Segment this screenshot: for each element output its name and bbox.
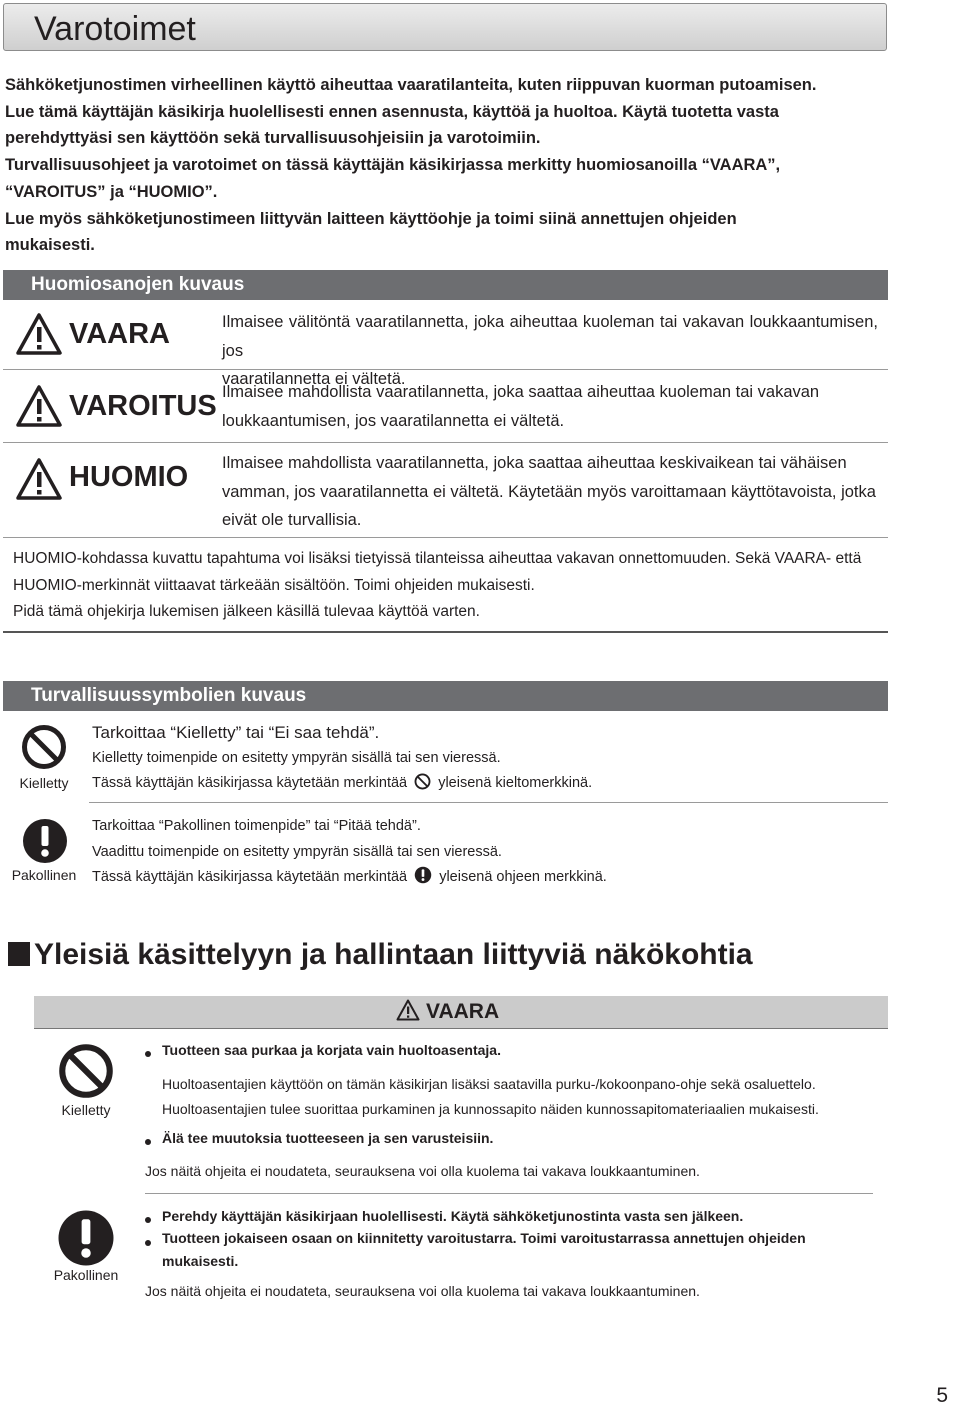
symbol-text-with-icon xyxy=(92,771,592,797)
bullet-icon xyxy=(145,1051,151,1057)
signal-word: VAROITUS xyxy=(69,390,217,422)
signal-word: HUOMIO xyxy=(69,461,189,493)
instruction-bold: Perehdy käyttäjän käsikirjaan huolellisesti. Käytä sähköketjunostinta vasta sen jälkeen. xyxy=(162,1208,744,1224)
bullet-icon xyxy=(145,1217,151,1223)
signal-row-huomio xyxy=(3,443,888,537)
warning-triangle-icon xyxy=(15,384,63,428)
symbol-row-mandatory xyxy=(3,803,888,893)
intro-line: Turvallisuusohjeet ja varotoimet on tässä käyttäjän käsikirjassa merkitty huomiosanoilla “VAARA”, xyxy=(5,156,781,175)
bullet-icon xyxy=(145,1139,151,1145)
desc-line: Ilmaisee mahdollista vaaratilannetta, joka saattaa aiheuttaa keskivaikean tai vähäisen xyxy=(222,454,847,472)
title-bar xyxy=(3,3,887,51)
desc-line: vamman, jos vaaratilannetta ei vältetä. Käytetään myös varoittamaan käyttötavoista, jotka xyxy=(222,482,876,501)
symbol-label: Pakollinen xyxy=(11,867,77,883)
symbol-label: Pakollinen xyxy=(53,1267,119,1283)
signal-row-varoitus xyxy=(3,370,888,442)
symbol-label: Kielletty xyxy=(61,1102,111,1118)
page-number: 5 xyxy=(936,1384,948,1407)
intro-line: perehdyttyäsi sen käyttöön sekä turvallisuusohjeisiin ja varotoimiin. xyxy=(5,129,541,148)
note-line: HUOMIO-merkinnät viittaavat tärkeään sisältöön. Toimi ohjeiden mukaisesti. xyxy=(13,576,535,594)
symbol-text: yleisenä kieltomerkkinä. xyxy=(438,775,593,791)
divider xyxy=(145,1193,873,1194)
instruction-text: Jos näitä ohjeita ei noudateta, seurauksena voi olla kuolema tai vakava loukkaantuminen. xyxy=(145,1283,700,1299)
intro-line: Sähköketjunostimen virheellinen käyttö aiheuttaa vaaratilanteita, kuten riippuvan kuorman putoamisen. xyxy=(5,76,817,94)
symbol-row-prohibited xyxy=(3,712,888,802)
signal-word: VAARA xyxy=(69,318,170,350)
symbol-text-with-icon xyxy=(92,865,607,891)
instruction-bold: Älä tee muutoksia tuotteeseen ja sen varusteisiin. xyxy=(162,1130,494,1146)
symbol-text: Tässä käyttäjän käsikirjassa käytetään merkintää xyxy=(92,869,408,885)
symbols-heading: Turvallisuussymbolien kuvaus xyxy=(3,681,888,711)
intro-text xyxy=(5,72,889,259)
symbol-text: yleisenä ohjeen merkkinä. xyxy=(439,869,607,885)
prohibited-icon xyxy=(58,1043,114,1099)
symbol-text: Kielletty toimenpide on esitetty ympyrän sisällä tai sen vieressä. xyxy=(92,749,501,766)
desc-line: vaaratilannetta ei vältetä. xyxy=(222,370,406,388)
note-text xyxy=(13,546,883,626)
symbol-text: Tarkoittaa “Pakollinen toimenpide” tai “Pitää tehdä”. xyxy=(92,818,421,834)
warning-triangle-icon xyxy=(15,457,63,501)
instruction-bold: Tuotteen jokaiseen osaan on kiinnitetty varoitustarra. Toimi varoitustarrassa annettujen ohjeiden xyxy=(162,1230,806,1246)
desc-line: Ilmaisee välitöntä vaaratilannetta, joka aiheuttaa kuoleman tai vakavan loukkaantumisen, jos xyxy=(222,313,878,360)
note-line: Pidä tämä ohjekirja lukemisen jälkeen käsillä tulevaa käyttöä varten. xyxy=(13,603,480,621)
symbol-text: Vaadittu toimenpide on esitetty ympyrän sisällä tai sen vieressä. xyxy=(92,843,502,860)
prohibited-icon xyxy=(21,724,67,770)
warning-triangle-icon xyxy=(15,312,63,356)
mandatory-icon xyxy=(414,866,432,884)
signal-description xyxy=(222,449,878,535)
divider xyxy=(3,631,888,633)
desc-line: loukkaantumisen, jos vaaratilannetta ei vältetä. xyxy=(222,411,565,430)
symbol-text: Tarkoittaa “Kielletty” tai “Ei saa tehdä”. xyxy=(92,723,380,742)
vaara-label: VAARA xyxy=(426,1000,500,1023)
mandatory-icon xyxy=(56,1208,116,1268)
intro-line: Lue myös sähköketjunostimeen liittyvän laitteen käyttöohje ja toimi siinä annettujen ohjeiden xyxy=(5,209,737,228)
desc-line: Ilmaisee mahdollista vaaratilannetta, joka saattaa aiheuttaa kuoleman tai vakavan xyxy=(222,383,820,401)
symbol-text: Tässä käyttäjän käsikirjassa käytetään merkintää xyxy=(92,775,408,791)
note-line: HUOMIO-kohdassa kuvattu tapahtuma voi lisäksi tietyissä tilanteissa aiheuttaa vakavan onnettomuuden. Sekä VAARA- että xyxy=(13,550,862,567)
vaara-banner xyxy=(34,996,888,1029)
intro-line: Lue tämä käyttäjän käsikirja huolellisesti ennen asennusta, käyttöä ja huoltoa. Käytä tuotetta vasta xyxy=(5,102,779,121)
symbol-label: Kielletty xyxy=(19,775,69,791)
mandatory-icon xyxy=(21,817,69,865)
warning-triangle-icon xyxy=(396,999,420,1021)
square-bullet-icon xyxy=(8,942,30,966)
instruction-bold: Tuotteen saa purkaa ja korjata vain huoltoasentaja. xyxy=(162,1042,501,1058)
signal-description xyxy=(222,378,878,435)
page-title: Varotoimet xyxy=(34,10,196,48)
vaara-banner-inner xyxy=(396,999,499,1024)
intro-line: “VAROITUS” ja “HUOMIO”. xyxy=(5,182,218,201)
divider xyxy=(3,537,888,538)
instruction-bold: mukaisesti. xyxy=(162,1253,239,1269)
instruction-text: Huoltoasentajien käyttöön on tämän käsikirjan lisäksi saatavilla purku-/kokoonpano-ohje sekä osaluettelo. xyxy=(162,1076,816,1092)
bullet-icon xyxy=(145,1240,151,1246)
general-heading-text: Yleisiä käsittelyyn ja hallintaan liittyviä näkökohtia xyxy=(34,938,753,971)
intro-line: mukaisesti. xyxy=(5,236,95,255)
instruction-text: Huoltoasentajien tulee suorittaa purkaminen ja kunnossapito näiden kunnossapitomateriaalien mukaisesti. xyxy=(162,1101,819,1117)
prohibited-icon xyxy=(414,773,431,790)
desc-line: eivät ole turvallisia. xyxy=(222,511,362,529)
instruction-text: Jos näitä ohjeita ei noudateta, seurauksena voi olla kuolema tai vakava loukkaantuminen. xyxy=(145,1163,700,1179)
signal-row-vaara xyxy=(3,300,888,388)
signal-words-heading: Huomiosanojen kuvaus xyxy=(3,270,888,300)
general-heading xyxy=(8,938,753,972)
